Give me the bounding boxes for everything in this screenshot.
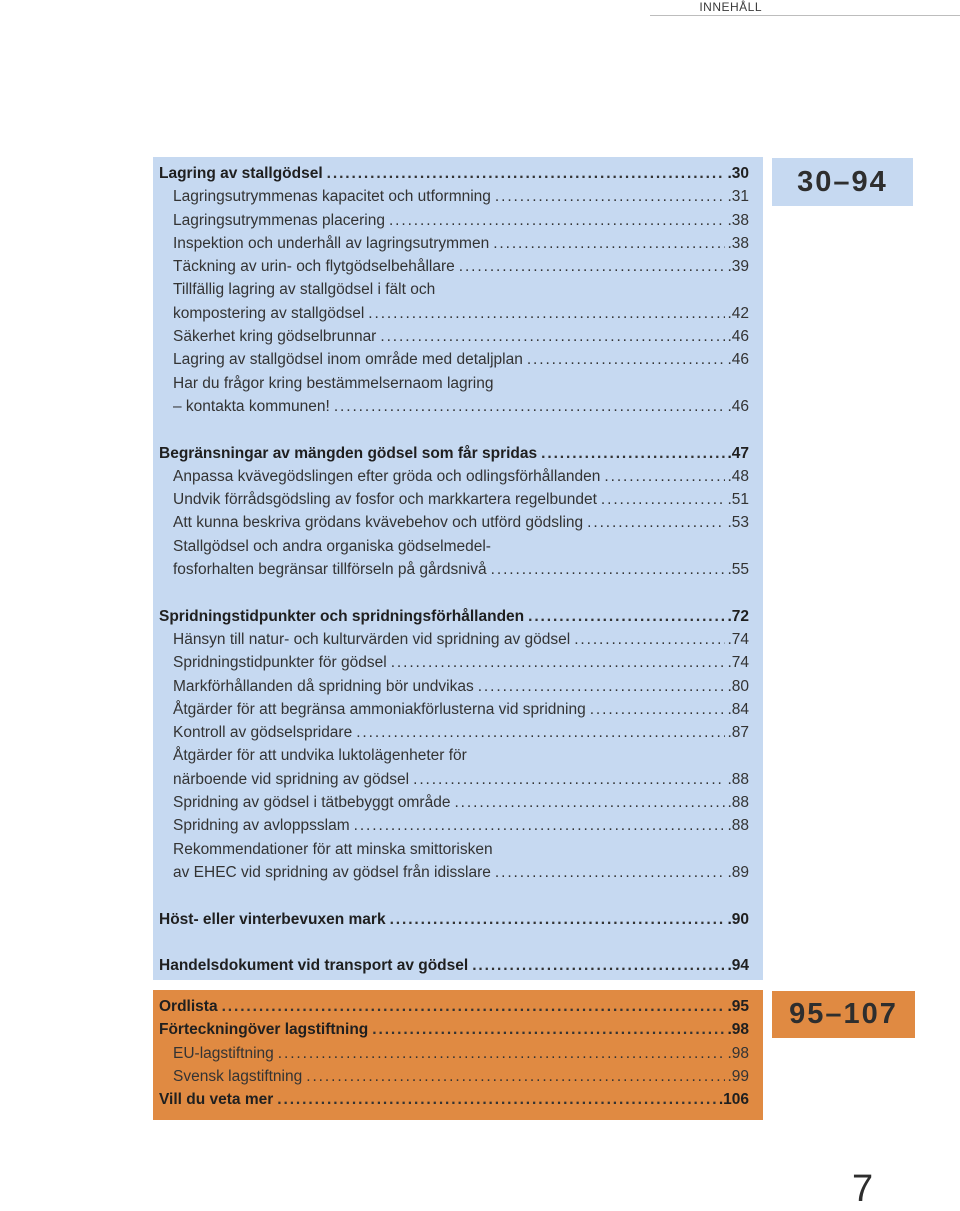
toc-leader-dots [601, 488, 726, 511]
toc-leader-dots [380, 325, 725, 348]
toc-subentry[interactable] [153, 721, 763, 744]
toc-chapter-entry[interactable] [153, 442, 763, 465]
toc-page-number: .98 [727, 1021, 749, 1039]
toc-leader-dots [541, 442, 725, 465]
toc-entry-title: av EHEC vid spridning av gödsel från idisslare [173, 863, 491, 881]
toc-entry-title: Åtgärder för att begränsa ammoniakförlusterna vid spridning [173, 700, 586, 718]
toc-page-number: .31 [727, 188, 749, 206]
toc-entry-title: Säkerhet kring gödselbrunnar [173, 328, 377, 346]
toc-page-number: .38 [727, 234, 749, 252]
toc-entry-title: Lagringsutrymmenas kapacitet och utformning [173, 188, 491, 206]
toc-entry-title: Spridningstidpunkter och spridningsförhållanden [159, 607, 525, 625]
toc-entry-title: Tillfällig lagring av stallgödsel i fält och [173, 281, 436, 299]
toc-leader-dots [354, 814, 726, 837]
toc-leader-dots [222, 995, 726, 1018]
toc-chapter-entry[interactable] [153, 908, 763, 931]
toc-entry-title: Vill du veta mer [159, 1091, 274, 1109]
page-range-badge-orange: 95–107 [772, 991, 915, 1038]
toc-page-number: .106 [718, 1091, 749, 1109]
toc-entry-title: Inspektion och underhåll av lagringsutrymmen [173, 234, 490, 252]
toc-leader-dots [574, 628, 725, 651]
toc-subentry[interactable] [153, 395, 763, 418]
toc-subentry[interactable] [153, 535, 763, 558]
toc-entry-title: Har du frågor kring bestämmelsernaom lagring [173, 374, 494, 392]
toc-leader-dots [356, 721, 725, 744]
toc-subentry[interactable] [153, 838, 763, 861]
toc-leader-dots [306, 1065, 725, 1088]
toc-subentry[interactable] [153, 814, 763, 837]
toc-leader-dots [472, 954, 725, 977]
toc-subentry[interactable] [153, 744, 763, 767]
toc-subentry[interactable] [153, 372, 763, 395]
toc-chapter-entry[interactable] [153, 1088, 763, 1111]
toc-leader-dots [334, 395, 726, 418]
toc-page-number: .98 [727, 1044, 749, 1062]
toc-subentry[interactable] [153, 348, 763, 371]
toc-page-number: .89 [727, 863, 749, 881]
toc-entry-title: Anpassa kvävegödslingen efter gröda och odlingsförhållanden [173, 467, 601, 485]
toc-entry-title: Förteckningöver lagstiftning [159, 1021, 369, 1039]
toc-page-number: .51 [727, 491, 749, 509]
toc-subentry[interactable] [153, 325, 763, 348]
running-header [0, 0, 960, 15]
toc-leader-dots [604, 465, 725, 488]
toc-leader-dots [372, 1018, 725, 1041]
toc-entry-title: Begränsningar av mängden gödsel som får spridas [159, 444, 538, 462]
toc-leader-dots [390, 908, 726, 931]
toc-leader-dots [587, 511, 725, 534]
toc-entry-title: EU-lagstiftning [173, 1044, 274, 1062]
toc-subentry[interactable] [153, 675, 763, 698]
toc-page-number: .46 [727, 328, 749, 346]
toc-entry-title: Rekommendationer för att minska smittorisken [173, 840, 493, 858]
toc-chapter-entry[interactable] [153, 954, 763, 977]
toc-entry-title: Stallgödsel och andra organiska gödselmedel- [173, 537, 491, 555]
toc-subentry[interactable] [153, 861, 763, 884]
toc-section-orange [153, 990, 763, 1120]
toc-page-number: .74 [727, 630, 749, 648]
toc-spacer [153, 931, 763, 954]
toc-leader-dots [454, 791, 725, 814]
toc-page-number: .72 [727, 607, 749, 625]
toc-page-number: .88 [727, 794, 749, 812]
toc-subentry[interactable] [153, 488, 763, 511]
toc-entry-title: närboende vid spridning av gödsel [173, 770, 410, 788]
toc-subentry[interactable] [153, 1042, 763, 1065]
toc-entry-title: – kontakta kommunen! [173, 397, 330, 415]
toc-entry-title: Spridning av gödsel i tätbebyggt område [173, 794, 451, 812]
toc-entry-title: Lagring av stallgödsel [159, 165, 323, 182]
toc-entry-title: Att kunna beskriva grödans kvävebehov och utförd gödsling [173, 514, 584, 532]
toc-page-number: .95 [727, 998, 749, 1015]
toc-subentry[interactable] [153, 768, 763, 791]
toc-leader-dots [528, 605, 725, 628]
toc-entry-title: Undvik förrådsgödsling av fosfor och markkartera regelbundet [173, 491, 597, 509]
toc-leader-dots [277, 1088, 717, 1111]
toc-leader-dots [368, 302, 725, 325]
toc-leader-dots [495, 185, 726, 208]
toc-page-number: .48 [727, 467, 749, 485]
toc-subentry[interactable] [153, 651, 763, 674]
page-number: 7 [852, 1168, 874, 1210]
toc-leader-dots [327, 162, 726, 185]
toc-page-number: .84 [727, 700, 749, 718]
toc-page-number: .80 [727, 677, 749, 695]
toc-page-number: .39 [727, 258, 749, 276]
toc-subentry[interactable] [153, 791, 763, 814]
toc-chapter-entry[interactable] [153, 995, 763, 1018]
toc-page-number: .53 [727, 514, 749, 532]
toc-entry-title: Spridningstidpunkter för gödsel [173, 654, 387, 672]
toc-page-number: .47 [727, 444, 749, 462]
toc-subentry[interactable] [153, 558, 763, 581]
toc-entry-title: fosforhalten begränsar tillförseln på gårdsnivå [173, 561, 487, 579]
toc-page-number: .88 [727, 770, 749, 788]
toc-leader-dots [389, 209, 726, 232]
toc-leader-dots [491, 558, 726, 581]
toc-entry-title: Hänsyn till natur- och kulturvärden vid spridning av gödsel [173, 630, 571, 648]
toc-subentry[interactable] [153, 185, 763, 208]
toc-page-number: .46 [727, 397, 749, 415]
toc-entry-title: Spridning av avloppsslam [173, 817, 350, 835]
toc-subentry[interactable] [153, 628, 763, 651]
toc-subentry[interactable] [153, 278, 763, 301]
toc-page-number: .30 [727, 165, 749, 182]
toc-entry-title: kompostering av stallgödsel [173, 304, 365, 322]
toc-spacer [153, 884, 763, 907]
header-rule [650, 15, 960, 16]
toc-spacer [153, 581, 763, 604]
toc-leader-dots [478, 675, 726, 698]
toc-entry-title: Lagringsutrymmenas placering [173, 211, 385, 229]
toc-page-number: .74 [727, 654, 749, 672]
toc-entry-title: Lagring av stallgödsel inom område med detaljplan [173, 351, 523, 369]
toc-subentry[interactable] [153, 255, 763, 278]
toc-leader-dots [278, 1042, 726, 1065]
toc-entry-title: Handelsdokument vid transport av gödsel [159, 957, 469, 975]
toc-page-number: .94 [727, 957, 749, 975]
toc-leader-dots [459, 255, 726, 278]
toc-chapter-entry[interactable] [153, 162, 763, 185]
toc-page-number: .88 [727, 817, 749, 835]
toc-page-number: .55 [727, 561, 749, 579]
toc-leader-dots [493, 232, 725, 255]
toc-subentry[interactable] [153, 232, 763, 255]
toc-section-blue [153, 157, 763, 980]
toc-spacer [153, 418, 763, 441]
toc-subentry[interactable] [153, 209, 763, 232]
toc-page-number: .99 [727, 1067, 749, 1085]
header-title: INNEHÅLL [699, 0, 762, 14]
toc-entry-title: Åtgärder för att undvika luktolägenheter för [173, 747, 467, 765]
toc-leader-dots [590, 698, 726, 721]
toc-entry-title: Täckning av urin- och flytgödselbehållare [173, 258, 455, 276]
toc-chapter-entry[interactable] [153, 605, 763, 628]
toc-subentry[interactable] [153, 698, 763, 721]
toc-page-number: .38 [727, 211, 749, 229]
toc-page-number: .46 [727, 351, 749, 369]
toc-page-number: .42 [727, 304, 749, 322]
toc-page-number: .90 [727, 910, 749, 928]
toc-entry-title: Svensk lagstiftning [173, 1067, 303, 1085]
toc-page-number: .87 [727, 724, 749, 742]
toc-subentry[interactable] [153, 465, 763, 488]
toc-entry-title: Höst- eller vinterbevuxen mark [159, 910, 386, 928]
toc-subentry[interactable] [153, 1065, 763, 1088]
toc-entry-title: Markförhållanden då spridning bör undvikas [173, 677, 474, 695]
page-range-badge-blue: 30–94 [772, 158, 913, 206]
toc-subentry[interactable] [153, 302, 763, 325]
toc-leader-dots [527, 348, 726, 371]
toc-chapter-entry[interactable] [153, 1018, 763, 1041]
toc-leader-dots [413, 768, 725, 791]
toc-subentry[interactable] [153, 511, 763, 534]
toc-leader-dots [495, 861, 726, 884]
toc-entry-title: Kontroll av gödselspridare [173, 724, 353, 742]
toc-leader-dots [391, 651, 726, 674]
toc-entry-title: Ordlista [159, 998, 218, 1015]
